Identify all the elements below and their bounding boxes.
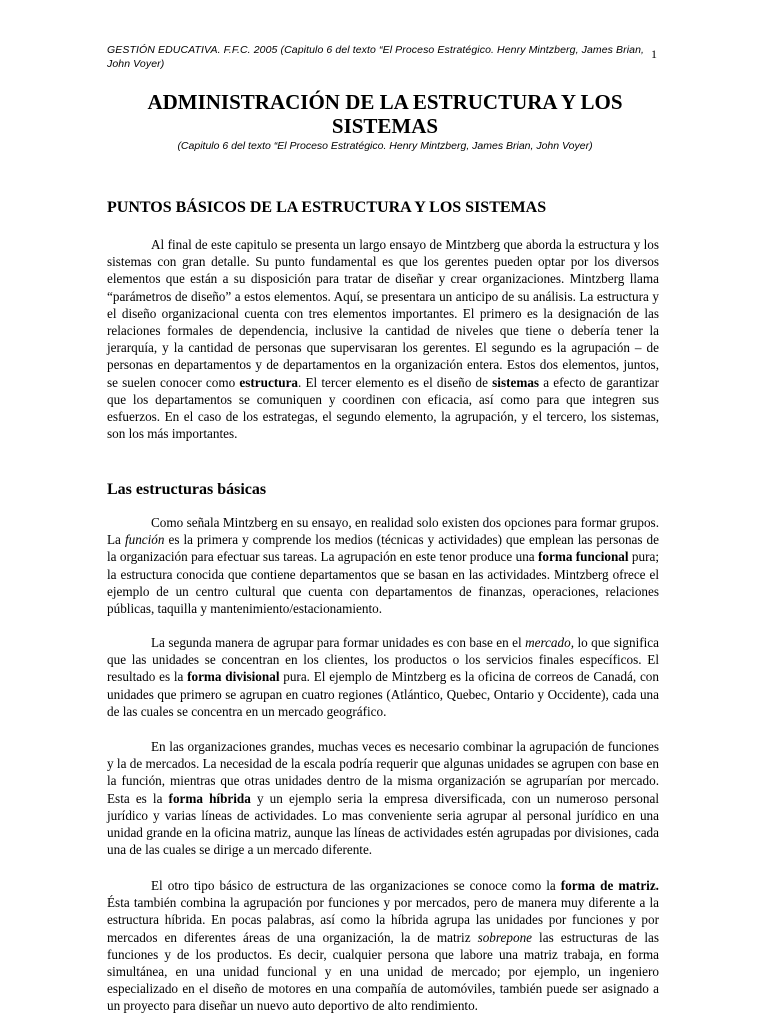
page-number: 1 xyxy=(651,47,657,61)
paragraph-funcion: Como señala Mintzberg en su ensayo, en realidad solo existen dos opciones para formar grupos. La función es la primera y comprende los medios (técnicas y actividades) que emplean las personas de la organización para efectuar sus tareas. La agrupación en este tenor produce una forma funcional pura; la estructura conocida que contiene departamentos que se basan en las actividades. Mintzberg ofrece el ejemplo de un centro cultural que cuenta con departamentos de finanzas, operaciones, relaciones públicas, taquilla y mantenimiento/estacionamiento. xyxy=(107,515,659,617)
document-title: ADMINISTRACIÓN DE LA ESTRUCTURA Y LOS SISTEMAS xyxy=(147,90,623,138)
paragraph-mercado: La segunda manera de agrupar para formar unidades es con base en el mercado, lo que significa que las unidades se concentran en los clientes, los productos o los servicios finales específicos. El resultado es la forma divisional pura. El ejemplo de Mintzberg es la oficina de correos de Canadá, con unidades que primero se agrupan en cuatro regiones (Atlántico, Quebec, Ontario y Occidente), cada una de las cuales se concentra en un mercado geográfico. xyxy=(107,635,660,719)
paragraph-intro: Al final de este capitulo se presenta un largo ensayo de Mintzberg que aborda la estructura y los sistemas con gran detalle. Su punto fundamental es que los gerentes pueden optar por los diversos elementos que están a su disposición para tratar de diseñar y crear organizaciones. Mintzberg llama “parámetros de diseño” a estos elementos. Aquí, se presentara un anticipo de su análisis. La estructura y el diseño organizacional cuenta con tres elementos importantes. El primero es la designación de las relaciones formales de dependencia, inclusive la cantidad de niveles que tiene o debería tener la jerarquía, y la cantidad de personas que supervisaran los gerentes. El segundo es la agrupación – de personas en departamentos y de departamentos en la organización entera. Estos dos elementos, juntos, se suelen conocer como estructura. El tercer elemento es el diseño de sistemas a efecto de garantizar que los departamentos se comuniquen y coordinen con eficacia, así como para que integren sus esfuerzos. En el caso de los estrategas, el segundo elemento, la agrupación, y el tercero, los sistemas, son los más importantes. xyxy=(107,237,659,442)
running-header: GESTIÓN EDUCATIVA. F.F.C. 2005 (Capitulo 6 del texto “El Proceso Estratégico. Henry Mintzberg, James Brian, John Voyer) xyxy=(107,44,645,70)
paragraph-hibrida: En las organizaciones grandes, muchas veces es necesario combinar la agrupación de funciones y la de mercados. La necesidad de la escala podría requerir que algunas unidades se agrupen con base en la función, mientras que otras unidades dentro de la misma organización se agruparían por mercado. Esta es la forma híbrida y un ejemplo seria la empresa diversificada, con un numeroso personal jurídico y varias líneas de actividades. Lo mas conveniente seria agrupar al personal jurídico en una unidad grande en la oficina matriz, aunque las líneas de actividades estén agrupadas por divisiones, cada una de las cuales se dirige a un mercado diferente. xyxy=(107,739,659,858)
section-title-puntos-basicos: PUNTOS BÁSICOS DE LA ESTRUCTURA Y LOS SISTEMAS xyxy=(107,199,547,216)
document-subtitle: (Capitulo 6 del texto “El Proceso Estratégico. Henry Mintzberg, James Brian, John Voyer) xyxy=(177,140,593,152)
paragraph-matriz: El otro tipo básico de estructura de las organizaciones se conoce como la forma de matriz. Ésta también combina la agrupación por funciones y por mercados, pero de manera muy diferente a la estructura híbrida. En pocas palabras, así como la híbrida agrupa las unidades por funciones y por mercados en diferentes áreas de una organización, la de matriz sobrepone las estructuras de las funciones y de los productos. Es decir, cualquier persona que labore una matriz trabaja, en forma simultánea, en una unidad funcional y en una unidad de mercado; por ejemplo, un ingeniero especializado en el diseño de motores en una compañía de automóviles, también puede ser asignado a un proyecto para diseñar un nuevo auto deportivo de alto rendimiento. xyxy=(107,878,659,1014)
section-title-estructuras-basicas: Las estructuras básicas xyxy=(107,481,267,498)
